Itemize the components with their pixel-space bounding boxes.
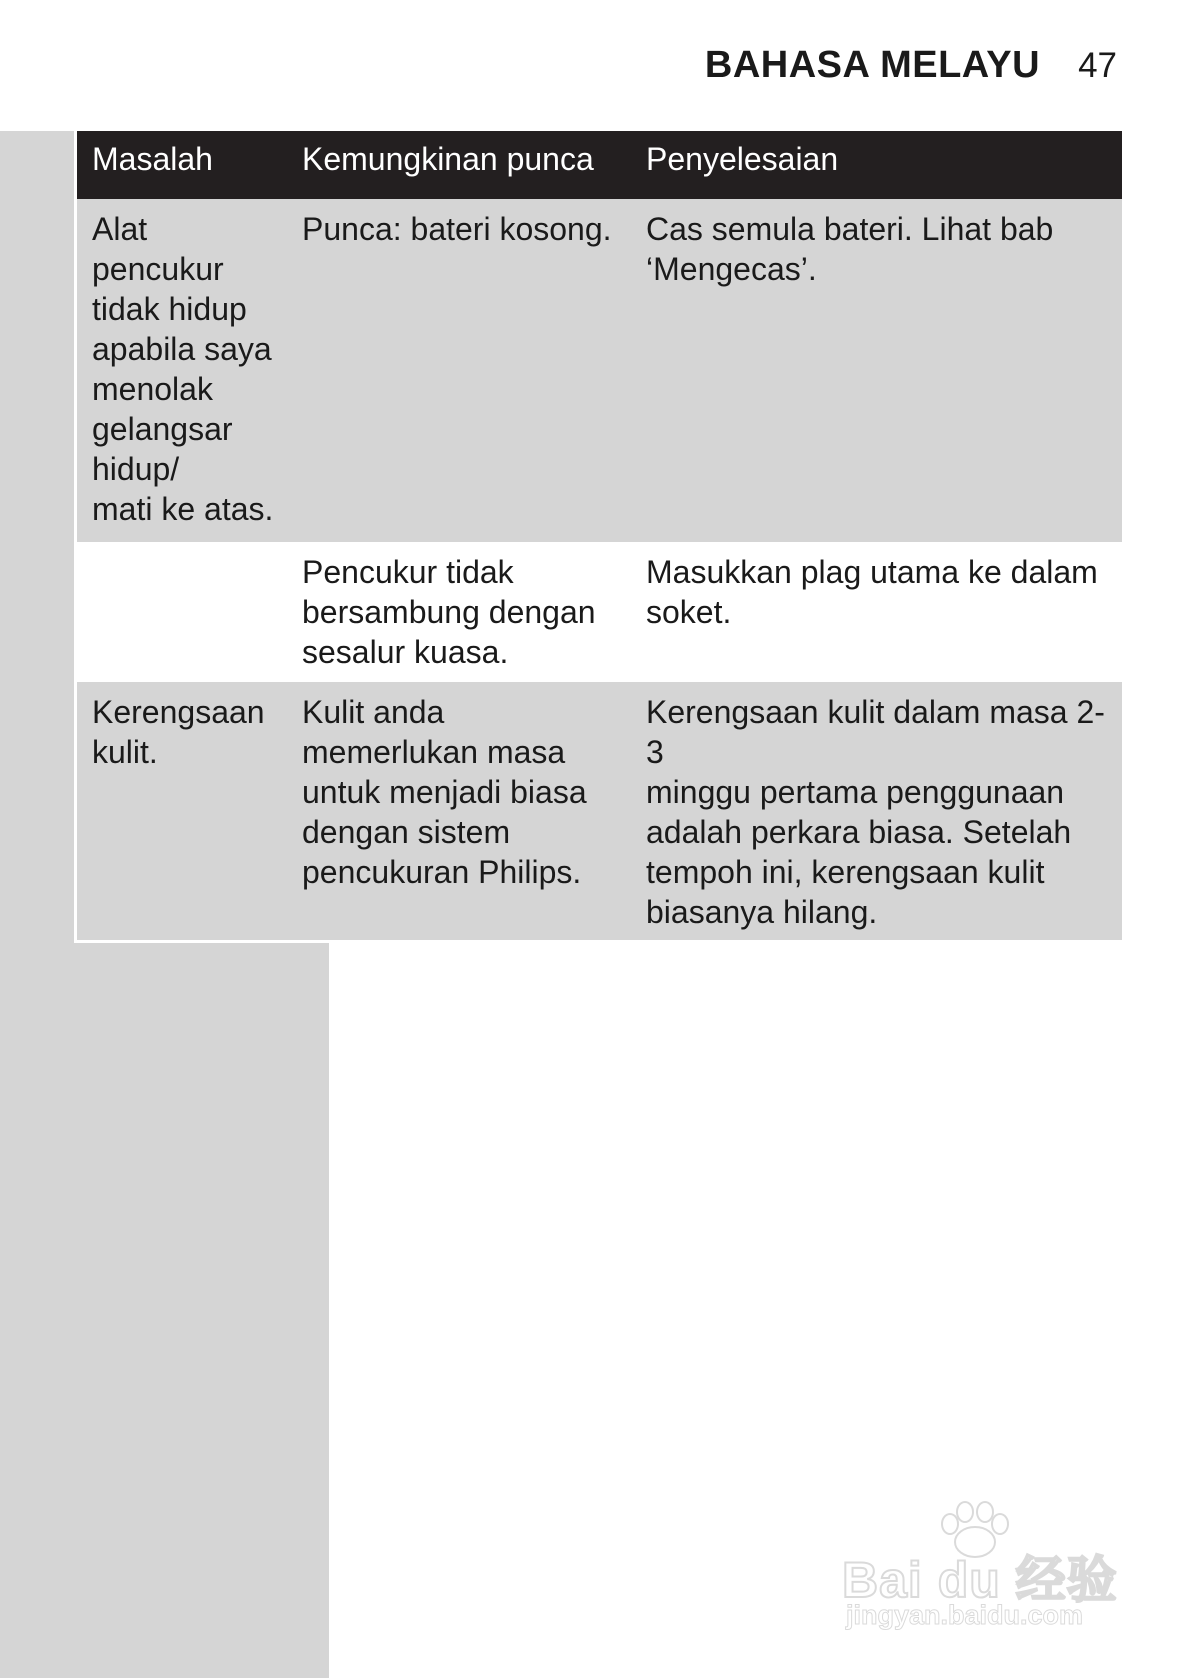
solution-cell <box>631 199 1122 542</box>
cell-line: biasanya hilang. <box>646 894 878 930</box>
cell-line: gelangsar <box>92 411 233 447</box>
column-header-solution: Penyelesaian <box>631 131 1122 199</box>
page-number: 47 <box>1078 46 1117 85</box>
cell-line: dengan sistem <box>302 814 511 850</box>
problem-cell <box>77 682 287 940</box>
troubleshooting-table <box>77 131 1122 940</box>
cell-line: Cas semula bateri. Lihat bab <box>646 211 1054 247</box>
cell-line: Kulit anda <box>302 694 445 730</box>
cell-line: sesalur kuasa. <box>302 634 509 670</box>
cell-line: tempoh ini, kerengsaan kulit <box>646 854 1045 890</box>
cell-line: Pencukur tidak <box>302 554 514 590</box>
table-header-row <box>77 131 1122 199</box>
cell-line: untuk menjadi biasa <box>302 774 587 810</box>
page-header <box>705 44 1117 87</box>
solution-cell <box>631 542 1122 682</box>
cell-line: Punca: bateri kosong. <box>302 211 612 247</box>
cause-cell <box>287 199 631 542</box>
cell-line: tidak hidup <box>92 291 247 327</box>
cell-line: bersambung dengan <box>302 594 596 630</box>
table-row <box>77 199 1122 542</box>
table-row <box>77 682 1122 940</box>
cell-line: memerlukan masa <box>302 734 566 770</box>
cell-line: minggu pertama penggunaan <box>646 774 1065 810</box>
cause-cell <box>287 542 631 682</box>
problem-cell <box>77 542 287 682</box>
section-title: BAHASA MELAYU <box>704 44 1041 86</box>
problem-cell <box>77 199 287 542</box>
cell-line: kulit. <box>92 734 158 770</box>
cell-line: ‘Mengecas’. <box>646 251 817 287</box>
cell-line: adalah perkara biasa. Setelah <box>646 814 1072 850</box>
watermark-url: jingyan.baidu.com <box>846 1600 1084 1630</box>
cell-line: hidup/ <box>92 451 180 487</box>
table-row <box>77 542 1122 682</box>
cell-line: pencukuran Philips. <box>302 854 582 890</box>
cell-line: mati ke atas. <box>92 491 274 527</box>
troubleshooting-table-wrap <box>74 128 1125 943</box>
cell-line: menolak <box>92 371 213 407</box>
cell-line: Alat <box>92 211 148 247</box>
cell-line: Masukkan plag utama ke dalam <box>646 554 1098 590</box>
baidu-watermark <box>842 1500 1122 1630</box>
cell-line: pencukur <box>92 251 224 287</box>
solution-cell <box>631 682 1122 940</box>
cause-cell <box>287 682 631 940</box>
cell-line: apabila saya <box>92 331 272 367</box>
column-header-problem: Masalah <box>77 131 287 199</box>
column-header-cause: Kemungkinan punca <box>287 131 631 199</box>
watermark-logo-text: Bai du 经验 <box>842 1552 1118 1608</box>
cell-line: Kerengsaan kulit dalam masa 2-3 <box>646 694 1105 770</box>
cell-line: Kerengsaan <box>92 694 265 730</box>
cell-line: soket. <box>646 594 732 630</box>
